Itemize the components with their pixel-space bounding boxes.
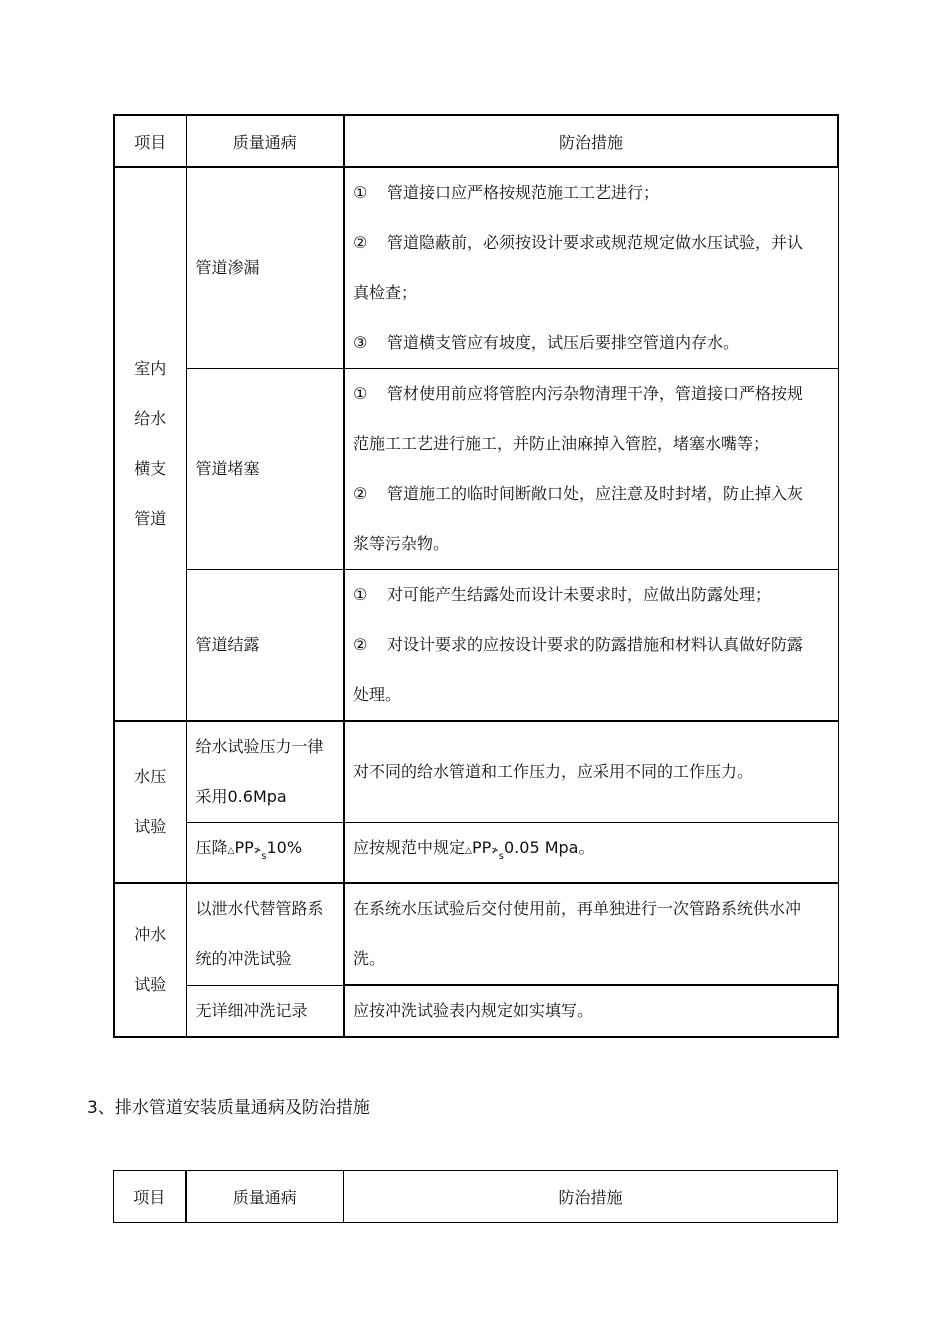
section-3-heading: 3、排水管道安装质量通病及防治措施 <box>87 1098 370 1118</box>
measure-line: ① 管道接口应严格按规范施工工艺进行； <box>353 183 660 202</box>
measure-line: 真检查； <box>353 283 418 302</box>
group-flush-item <box>114 883 186 1037</box>
measure-flush-substitute <box>344 883 838 985</box>
item-line: 水压 <box>134 767 167 786</box>
header-measure: 防治措施 <box>344 115 838 167</box>
group-indoor-item <box>114 167 186 721</box>
table-header-row <box>114 115 838 167</box>
issue-flush-substitute <box>186 883 344 985</box>
issue-line: 采用0.6Mpa <box>195 787 287 806</box>
table-header-row <box>114 1171 838 1223</box>
issue-line: 统的冲洗试验 <box>195 949 292 969</box>
item-line: 冲水 <box>134 925 167 944</box>
issue-line: 以泄水代替管路系 <box>195 899 324 919</box>
table-row <box>114 883 838 985</box>
item-line: 试验 <box>134 817 167 836</box>
measure-line: 浆等污杂物。 <box>353 534 450 553</box>
measure-blockage <box>344 369 838 570</box>
measure-line: ② 对设计要求的应按设计要求的防露措施和材料认真做好防露 <box>353 635 804 654</box>
issue-blockage: 管道堵塞 <box>186 369 344 570</box>
issue-pressure-drop: 压降$\triangle PP≯_s10\%$ <box>186 823 344 884</box>
table-row <box>114 570 838 722</box>
item-line: 横支 <box>134 459 167 478</box>
table-row <box>114 167 838 369</box>
measure-line: 在系统水压试验后交付使用前，再单独进行一次管路系统供水冲 <box>353 899 802 918</box>
item-line: 给水 <box>134 409 167 428</box>
drainage-quality-table <box>113 1170 838 1223</box>
item-line: 管道 <box>134 509 167 528</box>
measure-leakage <box>344 167 838 369</box>
header-issue: 质量通病 <box>186 115 344 167</box>
issue-condensation: 管道结露 <box>186 570 344 722</box>
measure-line: 范施工工艺进行施工，并防止油麻掉入管腔，堵塞水嘴等； <box>353 434 770 453</box>
header-item: 项目 <box>114 1171 186 1223</box>
water-supply-quality-table <box>113 114 839 1038</box>
issue-no-flush-record: 无详细冲洗记录 <box>186 985 344 1037</box>
table-row <box>114 721 838 823</box>
item-line: 室内 <box>134 359 167 378</box>
group-pressure-item <box>114 721 186 883</box>
issue-leakage: 管道渗漏 <box>186 167 344 369</box>
header-measure: 防治措施 <box>344 1171 838 1223</box>
measure-line: 洗。 <box>353 949 386 968</box>
measure-line: 处理。 <box>353 685 402 704</box>
measure-line: ② 管道隐蔽前，必须按设计要求或规范规定做水压试验，并认 <box>353 233 804 252</box>
measure-line: ③ 管道横支管应有坡度，试压后要排空管道内存水。 <box>353 333 740 352</box>
measure-pressure-drop: 应按规范中规定$\triangle PP≯_s0.05$ Mpa。 <box>344 823 838 884</box>
header-issue: 质量通病 <box>186 1171 344 1223</box>
measure-test-pressure: 对不同的给水管道和工作压力，应采用不同的工作压力。 <box>344 721 838 823</box>
item-line: 试验 <box>134 975 167 994</box>
measure-line: ① 管材使用前应将管腔内污杂物清理干净，管道接口严格按规 <box>353 384 804 403</box>
issue-line: 给水试验压力一律 <box>195 737 324 756</box>
table-row <box>114 985 838 1037</box>
table-row <box>114 823 838 884</box>
measure-no-flush-record: 应按冲洗试验表内规定如实填写。 <box>344 985 838 1037</box>
issue-test-pressure <box>186 721 344 823</box>
header-item: 项目 <box>114 115 186 167</box>
measure-line: ② 管道施工的临时间断敞口处，应注意及时封堵，防止掉入灰 <box>353 484 804 503</box>
table-row <box>114 369 838 570</box>
measure-condensation <box>344 570 838 722</box>
measure-line: ① 对可能产生结露处而设计未要求时，应做出防露处理； <box>353 585 772 604</box>
